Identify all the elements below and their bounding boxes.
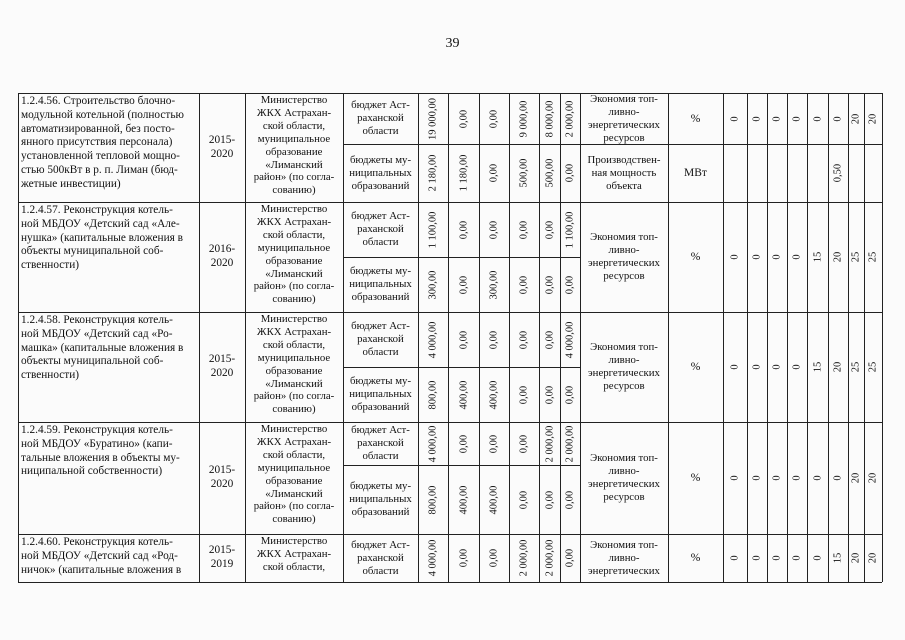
grid-line [343,144,580,145]
indicator-unit: % [690,472,701,484]
funding-source: бюджет Аст- раханской области [351,424,410,462]
indicator-value: 0 [791,364,803,370]
implementation-years: 2015- 2020 [208,464,236,490]
funding-amount: 0,00 [488,330,500,349]
indicator-value: 0 [729,475,741,481]
funding-amount: 4 000,00 [427,321,439,358]
grid-line [882,93,883,582]
funding-amount: 400,00 [488,485,500,514]
indicator-name: Экономия топ- ливно- энергетических ресурсов [588,231,660,282]
indicator-unit: МВт [684,167,707,179]
indicator-unit: % [690,552,701,564]
funding-source: бюджеты му- ниципальных образований [349,480,412,518]
funding-amount: 0,00 [488,220,500,239]
grid-line [479,93,480,582]
funding-amount: 4 000,00 [427,425,439,462]
funding-amount: 400,00 [458,380,469,409]
funding-amount: 9 000,00 [518,100,530,137]
grid-line [343,465,580,466]
funding-amount: 2 180,00 [427,154,439,192]
indicator-value: 0 [791,254,803,260]
grid-line [199,93,200,582]
indicator-value: 0 [751,254,763,260]
indicator-unit: % [690,361,701,373]
indicator-value: 0 [832,115,844,122]
indicator-unit: % [690,251,701,263]
grid-line [18,202,882,203]
grid-line [668,93,669,582]
measure-description: 1.2.4.57. Реконструкция котель- ной МБДОУ «Детский сад «Але- нушка» (капитальные вложения в объекты муниципальной соб- ственности) [21,204,183,272]
executor: Министерство ЖКХ Астрахан- ской области, муниципальное образование «Лиманский район» (по согла- сованию) [253,423,335,526]
funding-amount: 1 100,00 [427,211,439,248]
funding-amount: 500,00 [518,158,530,188]
funding-amount: 500,00 [544,158,555,188]
funding-amount: 0,00 [518,330,530,349]
funding-amount: 2 000,00 [564,425,576,462]
indicator-name: Производствен- ная мощность объекта [587,153,661,192]
indicator-value: 0 [729,115,741,122]
grid-line [848,93,849,582]
grid-line [343,367,580,368]
indicator-value: 20 [850,472,862,484]
implementation-years: 2015- 2019 [208,544,236,570]
executor: Министерство ЖКХ Астрахан- ской области, муниципальное образование «Лиманский район» (по согла- сованию) [253,203,335,306]
indicator-value: 0,50 [832,163,844,183]
indicator-value: 20 [850,552,862,564]
funding-amount: 1 180,00 [458,154,469,192]
funding-amount: 0,00 [564,385,576,404]
indicator-value: 20 [832,361,844,373]
indicator-value: 15 [812,361,823,373]
funding-amount: 0,00 [458,548,469,568]
indicator-value: 20 [867,552,879,564]
funding-source: бюджеты му- ниципальных образований [349,375,412,413]
funding-amount: 0,00 [518,385,530,404]
indicator-value: 15 [832,552,844,564]
funding-amount: 0,00 [518,275,530,294]
funding-amount: 2 000,00 [544,425,555,462]
funding-amount: 19 000,00 [427,97,439,140]
grid-line [580,93,581,582]
grid-line [767,93,768,582]
funding-amount: 0,00 [458,109,469,128]
grid-line [418,93,419,582]
grid-line [18,534,882,535]
indicator-value: 0 [771,364,783,370]
indicator-value: 25 [867,251,879,263]
grid-line [807,93,808,582]
indicator-value: 15 [812,251,823,263]
indicator-name: Экономия топ- ливно- энергетических ресурсов [588,93,660,144]
indicator-unit: % [690,112,701,125]
indicator-value: 20 [850,113,862,124]
grid-line [18,312,882,313]
indicator-value: 0 [812,115,823,122]
funding-amount: 0,00 [564,548,576,568]
executor: Министерство ЖКХ Астрахан- ской области, [256,535,332,573]
funding-amount: 0,00 [564,163,576,183]
funding-amount: 400,00 [458,485,469,514]
funding-amount: 0,00 [458,434,469,453]
grid-line [864,93,865,582]
indicator-value: 20 [867,113,879,124]
funding-amount: 2 000,00 [544,539,555,577]
indicator-value: 0 [751,115,763,122]
funding-source: бюджет Аст- раханской области [351,210,410,248]
measure-description: 1.2.4.56. Строительство блочно- модульной котельной (полностью автоматизированной, без посто- янного присутствия персонала) установленной тепловой мощно- стью 500кВт в р. п. Лиман (бюд- жетные инвестиции) [21,95,184,190]
funding-amount: 4 000,00 [564,321,576,358]
funding-source: бюджет Аст- раханской области [351,538,410,577]
indicator-name: Экономия топ- ливно- энергетических [588,538,660,577]
funding-amount: 0,00 [518,220,530,239]
indicator-value: 0 [751,475,763,481]
indicator-value: 0 [791,475,803,481]
funding-amount: 0,00 [544,490,555,509]
funding-amount: 0,00 [564,490,576,509]
executor: Министерство ЖКХ Астрахан- ской области, муниципальное образование «Лиманский район» (по согла- сованию) [253,94,335,197]
indicator-value: 0 [729,555,741,561]
funding-amount: 0,00 [488,548,500,568]
funding-amount: 2 000,00 [564,100,576,137]
funding-amount: 4 000,00 [427,539,439,577]
implementation-years: 2015- 2020 [208,133,236,160]
indicator-value: 20 [832,251,844,263]
funding-amount: 0,00 [458,220,469,239]
indicator-value: 25 [850,251,862,263]
grid-line [723,93,724,582]
indicator-name: Экономия топ- ливно- энергетических ресурсов [588,452,660,503]
measure-description: 1.2.4.58. Реконструкция котель- ной МБДОУ «Детский сад «Ро- машка» (капитальные вложения в объекты муниципальной соб- ственности) [21,314,184,382]
funding-amount: 0,00 [518,490,530,509]
funding-source: бюджеты му- ниципальных образований [349,153,412,192]
funding-amount: 2 000,00 [518,539,530,577]
indicator-value: 0 [771,115,783,122]
funding-amount: 0,00 [544,275,555,294]
indicator-value: 0 [812,475,823,481]
indicator-name: Экономия топ- ливно- энергетических ресурсов [588,341,660,392]
measure-description: 1.2.4.60. Реконструкция котель- ной МБДОУ «Детский сад «Род- ничок» (капитальные вложения в [21,536,182,576]
funding-amount: 800,00 [427,380,439,409]
funding-amount: 0,00 [564,275,576,294]
funding-amount: 1 100,00 [564,211,576,248]
funding-source: бюджеты му- ниципальных образований [349,265,412,303]
indicator-value: 0 [832,475,844,481]
funding-amount: 300,00 [488,270,500,299]
executor: Министерство ЖКХ Астрахан- ской области, муниципальное образование «Лиманский район» (по согла- сованию) [253,313,335,416]
indicator-value: 0 [771,254,783,260]
grid-line [509,93,510,582]
funding-amount: 0,00 [518,434,530,453]
grid-line [787,93,788,582]
funding-amount: 0,00 [488,163,500,183]
grid-line [343,93,344,582]
funding-amount: 0,00 [488,434,500,453]
grid-line [580,144,882,145]
indicator-value: 0 [812,555,823,561]
funding-source: бюджет Аст- раханской области [351,99,410,137]
grid-line [18,93,19,582]
grid-line [448,93,449,582]
indicator-value: 0 [729,254,741,260]
implementation-years: 2015- 2020 [208,353,236,379]
funding-amount: 0,00 [544,220,555,239]
funding-amount: 800,00 [427,485,439,514]
funding-amount: 0,00 [544,385,555,404]
indicator-value: 0 [791,555,803,561]
grid-line [828,93,829,582]
indicator-value: 0 [729,364,741,370]
grid-line [18,582,882,583]
grid-line [18,422,882,423]
indicator-value: 0 [771,475,783,481]
indicator-value: 20 [867,472,879,484]
funding-amount: 300,00 [427,270,439,299]
funding-amount: 0,00 [458,275,469,294]
page-number: 39 [445,36,460,51]
funding-amount: 400,00 [488,380,500,409]
indicator-value: 0 [771,555,783,561]
grid-line [18,93,882,94]
indicator-value: 0 [791,115,803,122]
implementation-years: 2016- 2020 [208,243,236,269]
indicator-value: 25 [850,361,862,373]
funding-source: бюджет Аст- раханской области [351,320,410,358]
measure-description: 1.2.4.59. Реконструкция котель- ной МБДОУ «Буратино» (капи- тальные вложения в объекты му- ниципальной собственности) [21,424,180,478]
indicator-value: 25 [867,361,879,373]
grid-line [560,93,561,582]
grid-line [343,257,580,258]
indicator-value: 0 [751,555,763,561]
indicator-value: 0 [751,364,763,370]
funding-amount: 0,00 [544,330,555,349]
funding-amount: 0,00 [488,109,500,128]
funding-amount: 0,00 [458,330,469,349]
funding-amount: 8 000,00 [544,100,555,137]
grid-line [747,93,748,582]
grid-line [245,93,246,582]
grid-line [539,93,540,582]
